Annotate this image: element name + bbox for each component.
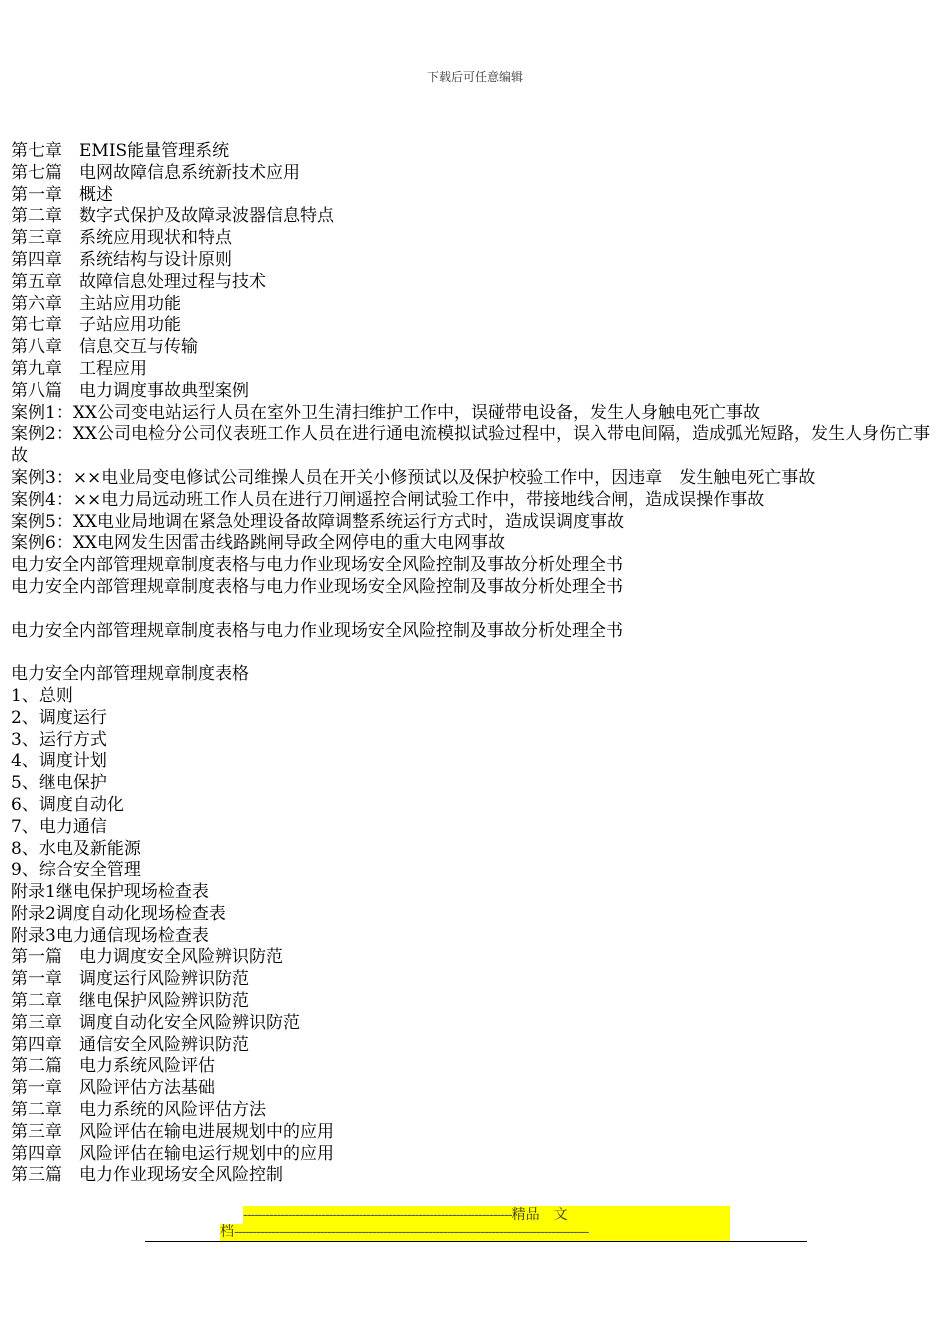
footer-dashes: ----------------------------------------------------------------------------------------------- <box>234 1224 589 1240</box>
document-line: 3、运行方式 <box>11 729 107 750</box>
document-line: 案例4：××电力局远动班工作人员在进行刀闸遥控合闸试验工作中，带接地线合闸，造成误操作事故 <box>11 489 765 510</box>
document-line: 附录2调度自动化现场检查表 <box>11 903 226 924</box>
document-line: 1、总则 <box>11 685 73 706</box>
document-line: 第三章 风险评估在输电进展规划中的应用 <box>11 1121 334 1142</box>
document-line: 第一章 概述 <box>11 184 113 205</box>
document-line: 4、调度计划 <box>11 751 107 772</box>
document-line: 电力安全内部管理规章制度表格与电力作业现场安全风险控制及事故分析处理全书 <box>11 576 623 597</box>
document-line: 附录1继电保护现场检查表 <box>11 882 209 903</box>
document-line: 第七篇 电网故障信息系统新技术应用 <box>11 162 300 183</box>
document-line: 第二章 数字式保护及故障录波器信息特点 <box>11 206 334 227</box>
document-line: 5、继电保护 <box>11 773 107 794</box>
document-line: 第二章 继电保护风险辨识防范 <box>11 991 249 1012</box>
document-line: 第九章 工程应用 <box>11 358 147 379</box>
document-line: 第四章 风险评估在输电运行规划中的应用 <box>11 1143 334 1164</box>
document-line: 第八章 信息交互与传输 <box>11 337 198 358</box>
document-line: 第五章 故障信息处理过程与技术 <box>11 271 266 292</box>
document-line: 第一章 风险评估方法基础 <box>11 1078 215 1099</box>
footer-highlight-line-2 <box>220 1224 730 1241</box>
document-line: 8、水电及新能源 <box>11 838 141 859</box>
document-line: 第四章 通信安全风险辨识防范 <box>11 1034 249 1055</box>
document-line: 第八篇 电力调度事故典型案例 <box>11 380 249 401</box>
document-line: 7、电力通信 <box>11 816 107 837</box>
page-header: 下载后可任意编辑 <box>426 70 523 84</box>
document-line: 第七章 子站应用功能 <box>11 315 181 336</box>
document-line: 案例3：××电业局变电修试公司维操人员在开关小修预试以及保护校验工作中，因违章 发生触电死亡事故 <box>11 467 816 488</box>
footer-rule <box>145 1241 807 1242</box>
document-line: 第一篇 电力调度安全风险辨识防范 <box>11 947 283 968</box>
document-line: 9、综合安全管理 <box>11 860 141 881</box>
document-line: 2、调度运行 <box>11 707 107 728</box>
document-line: 案例5：XX电业局地调在紧急处理设备故障调整系统运行方式时，造成误调度事故 <box>11 511 625 532</box>
footer-highlight-line-1 <box>243 1206 730 1224</box>
document-line: 第四章 系统结构与设计原则 <box>11 249 232 270</box>
footer-label-continued: 档 <box>220 1224 234 1240</box>
document-line: 案例1：XX公司变电站运行人员在室外卫生清扫维护工作中，误碰带电设备，发生人身触电死亡事故 <box>11 402 761 423</box>
document-line: 附录3电力通信现场检查表 <box>11 925 209 946</box>
document-line: 第二篇 电力系统风险评估 <box>11 1056 215 1077</box>
blank-line <box>11 642 931 664</box>
document-body <box>11 141 931 1187</box>
document-line: 案例6：XX电网发生因雷击线路跳闸导政全网停电的重大电网事故 <box>11 533 506 554</box>
document-line: 第一章 调度运行风险辨识防范 <box>11 969 249 990</box>
footer-dashes: ------------------------------------------------------------------------ <box>243 1207 512 1223</box>
document-line: 第二章 电力系统的风险评估方法 <box>11 1100 266 1121</box>
footer-label: 精品 文 <box>511 1207 568 1223</box>
document-line: 电力安全内部管理规章制度表格与电力作业现场安全风险控制及事故分析处理全书 <box>11 620 623 641</box>
document-line: 第三章 调度自动化安全风险辨识防范 <box>11 1012 300 1033</box>
document-line: 第三章 系统应用现状和特点 <box>11 228 232 249</box>
document-line: 第六章 主站应用功能 <box>11 293 181 314</box>
document-line: 电力安全内部管理规章制度表格 <box>11 664 249 685</box>
document-line: 第七章 EMIS能量管理系统 <box>11 141 230 161</box>
document-line: 第三篇 电力作业现场安全风险控制 <box>11 1165 283 1186</box>
document-line: 6、调度自动化 <box>11 794 124 815</box>
blank-line <box>11 599 931 621</box>
document-line: 案例2：XX公司电检分公司仪表班工作人员在进行通电流模拟试验过程中，误入带电间隔，造成弧光短路，发生人身伤亡事故 <box>11 424 931 467</box>
document-line: 电力安全内部管理规章制度表格与电力作业现场安全风险控制及事故分析处理全书 <box>11 555 623 576</box>
